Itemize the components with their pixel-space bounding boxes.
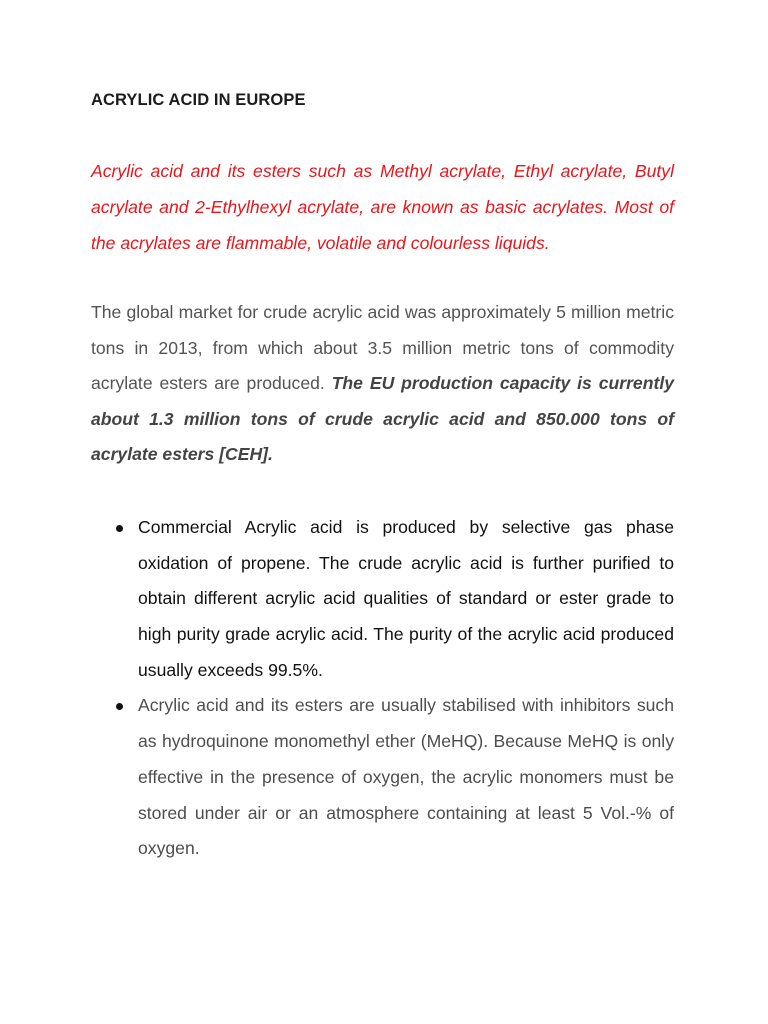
document-title: ACRYLIC ACID IN EUROPE <box>91 91 306 109</box>
market-paragraph <box>91 295 674 473</box>
bullet-text: Commercial Acrylic acid is produced by selective gas phase oxidation of propene. The crude acrylic acid is further purified to obtain different acrylic acid qualities of standard or ester grade to high purity grade acrylic acid. The purity of the acrylic acid produced usually exceeds 99.5%. <box>138 516 674 680</box>
market-emphasis: The EU production capacity is currently about 1.3 million tons of crude acrylic acid and 850.000 tons of acrylate esters [CEH]. <box>91 373 675 465</box>
market-text: The global market for crude acrylic acid was approximately 5 million metric tons in 2013, from which about 3.5 million metric tons of commodity acrylate esters are produced. <box>91 302 674 394</box>
bullet-dot-icon <box>116 703 123 710</box>
bullet-text: Acrylic acid and its esters are usually stabilised with inhibitors such as hydroquinone monomethyl ether (MeHQ). Because MeHQ is only effective in the presence of oxygen, the acrylic monomers must be stored under air or an atmosphere containing at least 5 Vol.-% of oxygen. <box>138 695 674 859</box>
list-item <box>91 510 674 689</box>
intro-paragraph: Acrylic acid and its esters such as Methyl acrylate, Ethyl acrylate, Butyl acrylate and 2-Ethylhexyl acrylate, are known as basic acrylates. Most of the acrylates are flammable, volatile and colourless liquids. <box>91 161 674 253</box>
bullet-list <box>91 510 674 867</box>
list-item <box>91 688 674 867</box>
document-page <box>91 84 674 867</box>
bullet-dot-icon <box>116 525 123 532</box>
